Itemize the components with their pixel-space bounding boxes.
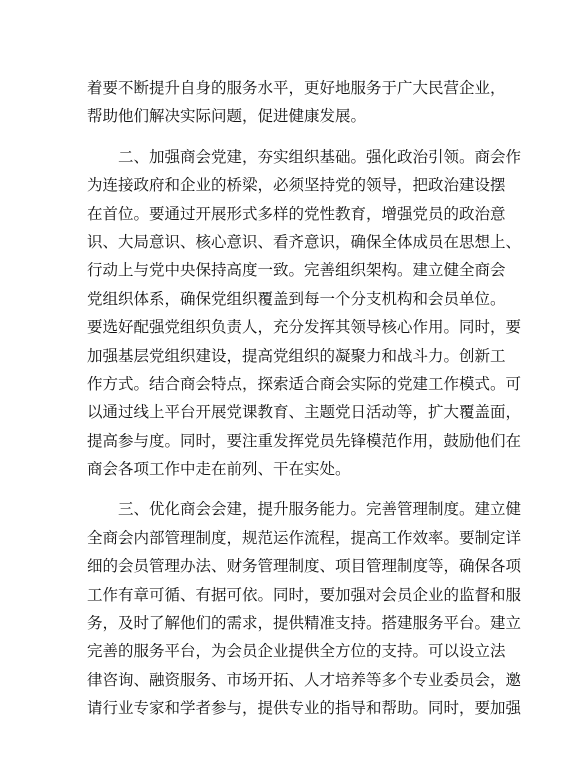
- text-line: 三、优化商会会建，提升服务能力。完善管理制度。建立健: [87, 500, 522, 519]
- text-line: 要选好配强党组织负责人，充分发挥其领导核心作用。同时，要: [87, 318, 522, 337]
- text-line: 以通过线上平台开展党课教育、主题党日活动等，扩大覆盖面，: [87, 403, 522, 422]
- document-body: [87, 74, 522, 723]
- text-line: 全商会内部管理制度，规范运作流程，提高工作效率。要制定详: [87, 528, 522, 547]
- text-line: 完善的服务平台，为会员企业提供全方位的支持。可以设立法: [87, 642, 506, 661]
- text-line: 为连接政府和企业的桥梁，必须坚持党的领导，把政治建设摆: [87, 176, 506, 195]
- text-line: 作方式。结合商会特点，探索适合商会实际的党建工作模式。可: [87, 374, 522, 393]
- paragraph-intro: [87, 74, 506, 131]
- text-line: 务，及时了解他们的需求，提供精准支持。搭建服务平台。建立: [87, 614, 522, 633]
- text-line: 细的会员管理办法、财务管理制度、项目管理制度等，确保各项: [87, 557, 522, 576]
- paragraph-party-building: [87, 143, 522, 484]
- text-line: 请行业专家和学者参与，提供专业的指导和帮助。同时，要加强: [87, 699, 522, 718]
- text-line: 律咨询、融资服务、市场开拓、人才培养等多个专业委员会，邀: [87, 670, 522, 689]
- text-line: 行动上与党中央保持高度一致。完善组织架构。建立健全商会: [87, 261, 506, 280]
- text-line: 二、加强商会党建，夯实组织基础。强化政治引领。商会作: [87, 147, 522, 166]
- text-line: 党组织体系，确保党组织覆盖到每一个分支机构和会员单位。: [87, 289, 506, 308]
- text-line: 工作有章可循、有据可依。同时，要加强对会员企业的监督和服: [87, 585, 522, 604]
- text-line: 商会各项工作中走在前列、干在实处。: [87, 460, 351, 479]
- text-line: 提高参与度。同时，要注重发挥党员先锋模范作用，鼓励他们在: [87, 431, 522, 450]
- text-line: 识、大局意识、核心意识、看齐意识，确保全体成员在思想上、: [87, 232, 522, 251]
- text-line: 在首位。要通过开展形式多样的党性教育，增强党员的政治意: [87, 204, 506, 223]
- paragraph-chamber-building: [87, 495, 522, 722]
- text-line: 加强基层党组织建设，提高党组织的凝聚力和战斗力。创新工: [87, 346, 506, 365]
- text-line: 帮助他们解决实际问题，促进健康发展。: [87, 107, 367, 126]
- text-line: 着要不断提升自身的服务水平，更好地服务于广大民营企业，: [87, 79, 506, 97]
